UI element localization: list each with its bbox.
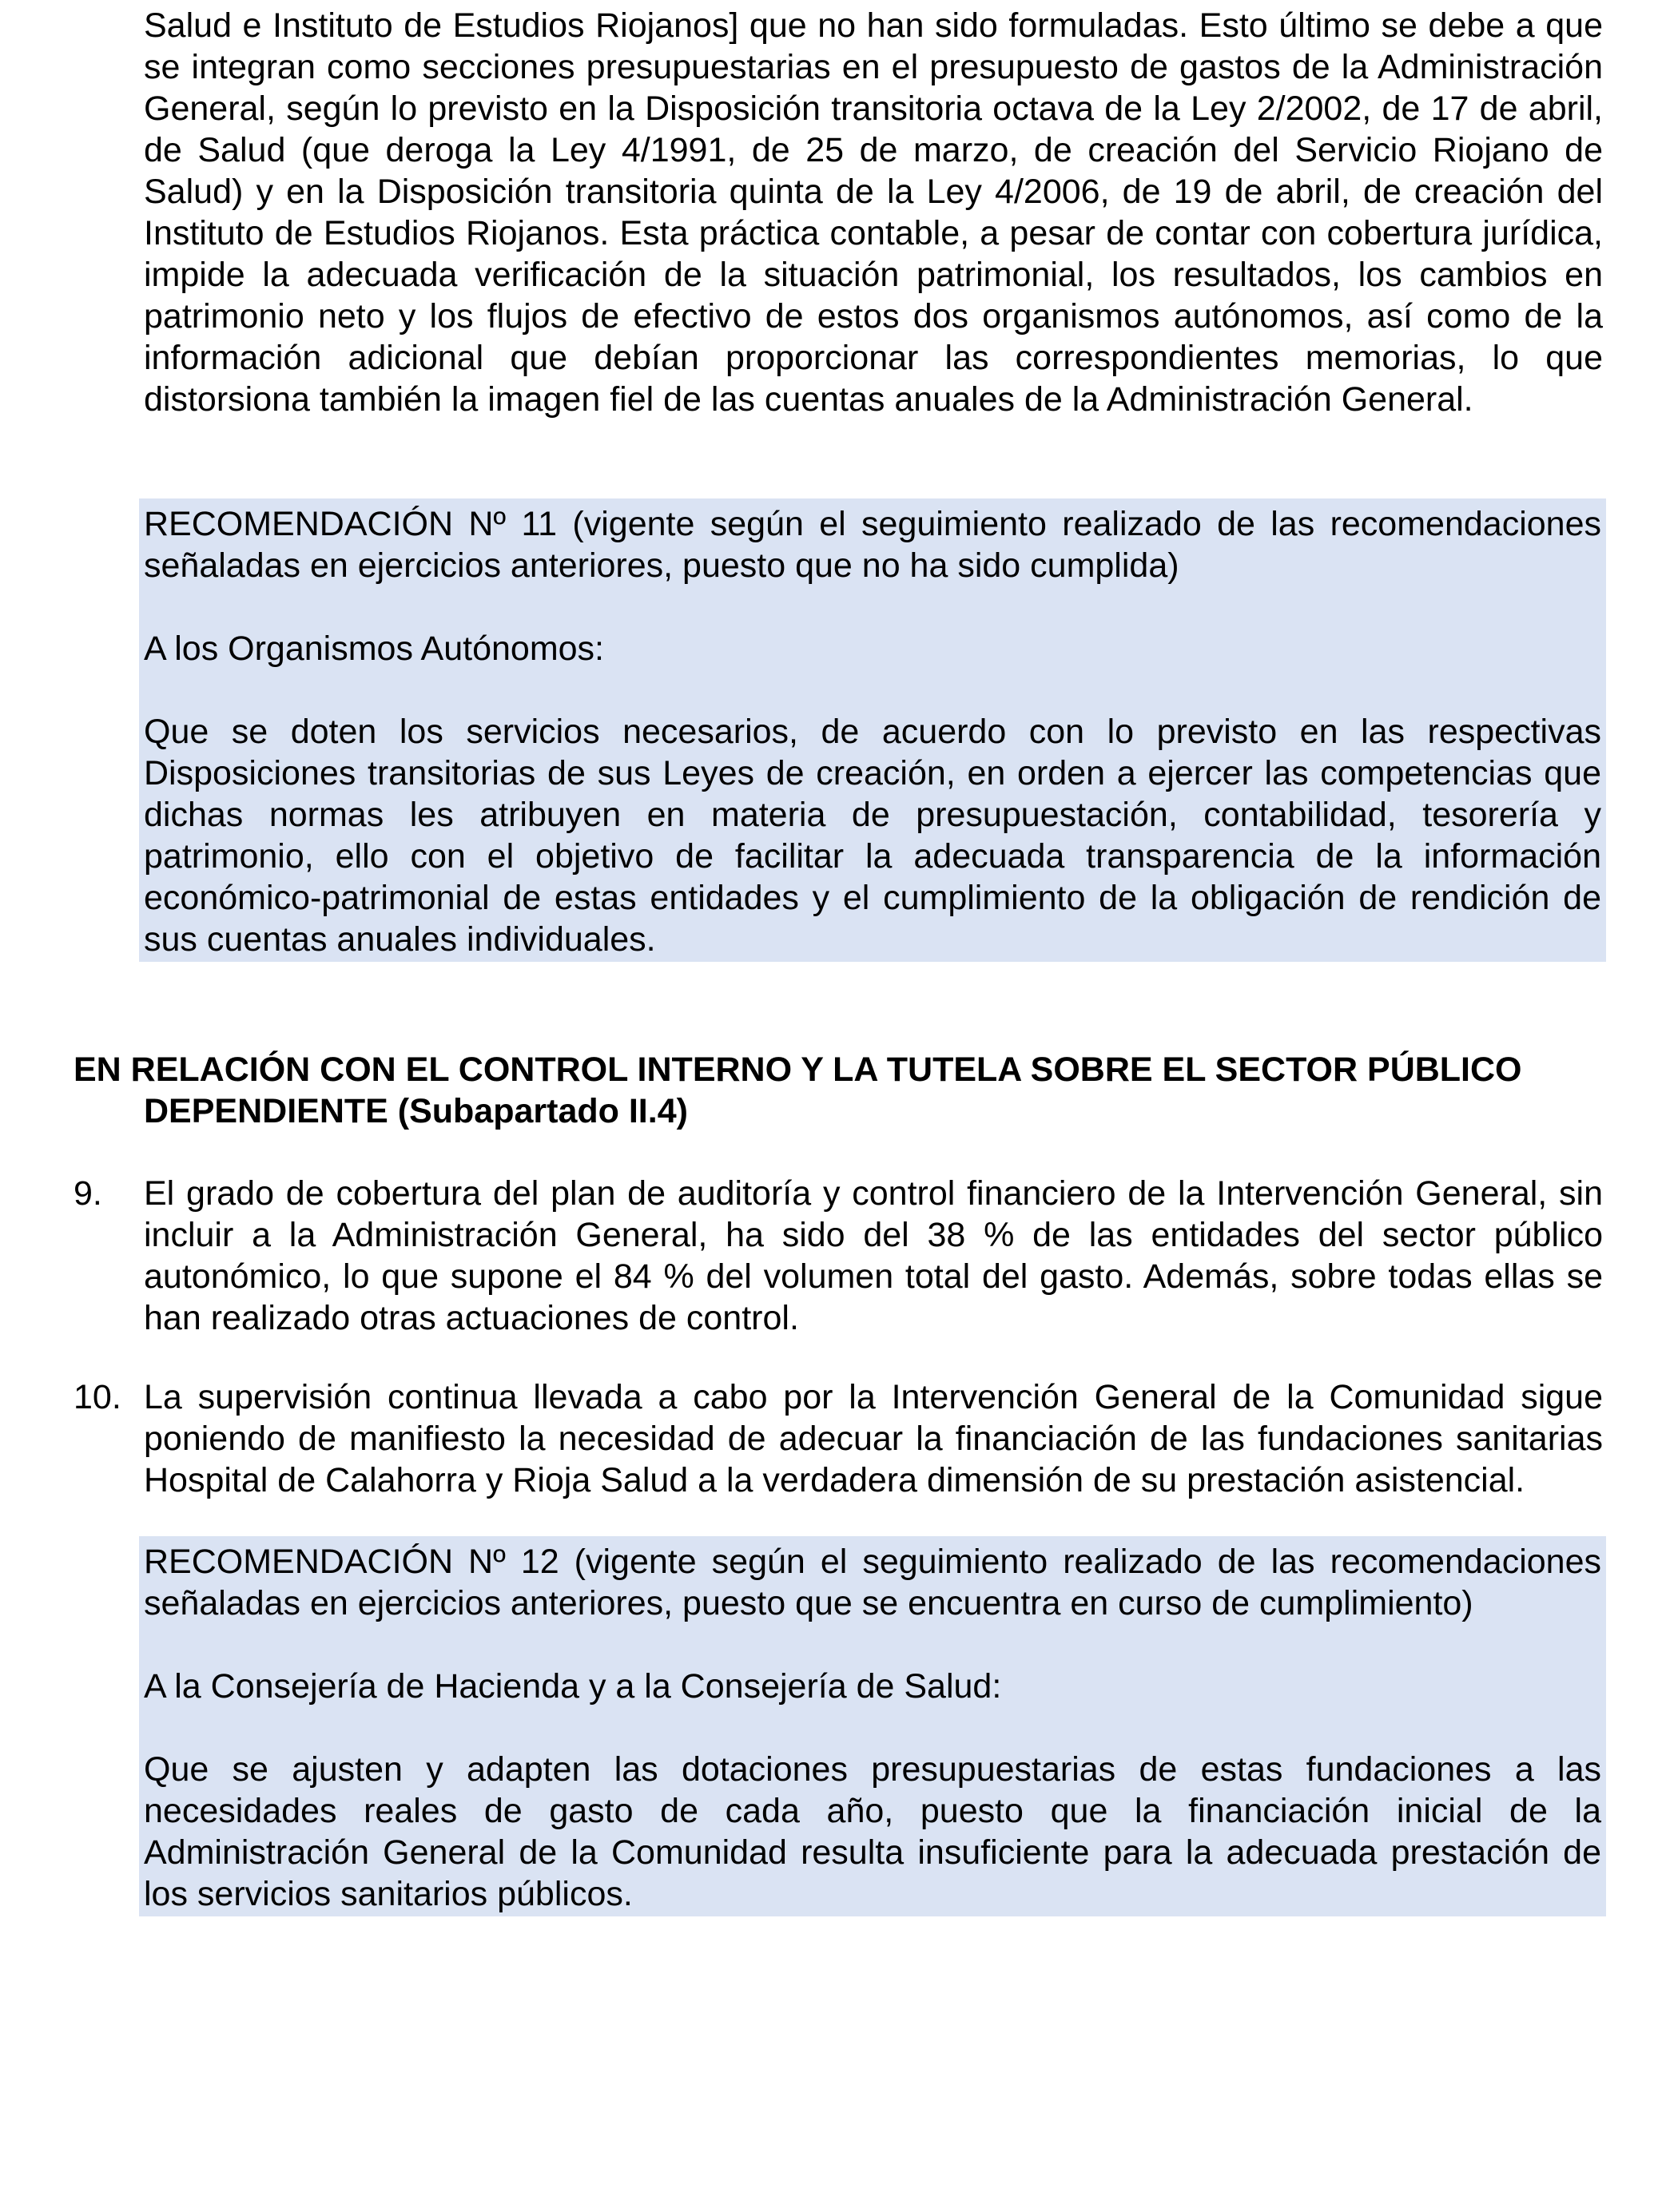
recommendation-12-addressee: A la Consejería de Hacienda y a la Consejería de Salud: (144, 1667, 1002, 1706)
intro-paragraph: Salud e Instituto de Estudios Riojanos] que no han sido formuladas. Esto último se debe a que se integran como secciones presupuestarias en el presupuesto de gastos de la Administración General, según lo previsto en la Disposición transitoria octava de la Ley 2/2002, de 17 de abril, de Salud (que deroga la Ley 4/1991, de 25 de marzo, de creación del Servicio Riojano de Salud) y en la Disposición transitoria quinta de la Ley 4/2006, de 19 de abril, de creación del Instituto de Estudios Riojanos. Esta práctica contable, a pesar de contar con cobertura jurídica, impide la adecuada verificación de la situación patrimonial, los resultados, los cambios en patrimonio neto y los flujos de efectivo de estos dos organismos autónomos, así como de la información adicional que debían proporcionar las correspondientes memorias, lo que distorsiona también la imagen fiel de las cuentas anuales de la Administración General. (144, 6, 1603, 419)
list-item-text: La supervisión continua llevada a cabo por la Intervención General de la Comunidad sigue poniendo de manifiesto la necesidad de adecuar la financiación de las fundaciones sanitarias Hospital de Calahorra y Rioja Salud a la verdadera dimensión de su prestación asistencial. (144, 1378, 1603, 1499)
recommendation-11-addressee: A los Organismos Autónomos: (144, 629, 605, 668)
recommendation-12-body: Que se ajusten y adapten las dotaciones presupuestarias de estas fundaciones a las necesidades reales de gasto de cada año, puesto que la financiación inicial de la Administración General de la Comunidad resulta insuficiente para la adecuada prestación de los servicios sanitarios públicos. (144, 1750, 1601, 1913)
recommendation-12-title: RECOMENDACIÓN Nº 12 (vigente según el seguimiento realizado de las recomendaciones señaladas en ejercicios anteriores, puesto que se encuentra en curso de cumplimiento) (144, 1543, 1601, 1622)
list-item-number: 10. (74, 1378, 121, 1416)
list-item-number: 9. (74, 1174, 102, 1213)
list-item-text: El grado de cobertura del plan de auditoría y control financiero de la Intervención General, sin incluir a la Administración General, ha sido del 38 % de las entidades del sector público autonómico, lo que supone el 84 % del volumen total del gasto. Además, sobre todas ellas se han realizado otras actuaciones de control. (144, 1174, 1603, 1337)
recommendation-11-box (139, 498, 1606, 962)
recommendation-11-body: Que se doten los servicios necesarios, de acuerdo con lo previsto en las respectivas Disposiciones transitorias de sus Leyes de creación, en orden a ejercer las competencias que dichas normas les atribuyen en materia de presupuestación, contabilidad, tesorería y patrimonio, ello con el objetivo de facilitar la adecuada transparencia de la información económico-patrimonial de estas entidades y el cumplimiento de la obligación de rendición de sus cuentas anuales individuales. (144, 713, 1601, 959)
recommendation-11-title: RECOMENDACIÓN Nº 11 (vigente según el seguimiento realizado de las recomendaciones señaladas en ejercicios anteriores, puesto que no ha sido cumplida) (144, 505, 1601, 585)
recommendation-12-box (139, 1536, 1606, 1916)
section-heading: EN RELACIÓN CON EL CONTROL INTERNO Y LA TUTELA SOBRE EL SECTOR PÚBLICO DEPENDIENTE (Subapartado II.4) (74, 1050, 1522, 1130)
